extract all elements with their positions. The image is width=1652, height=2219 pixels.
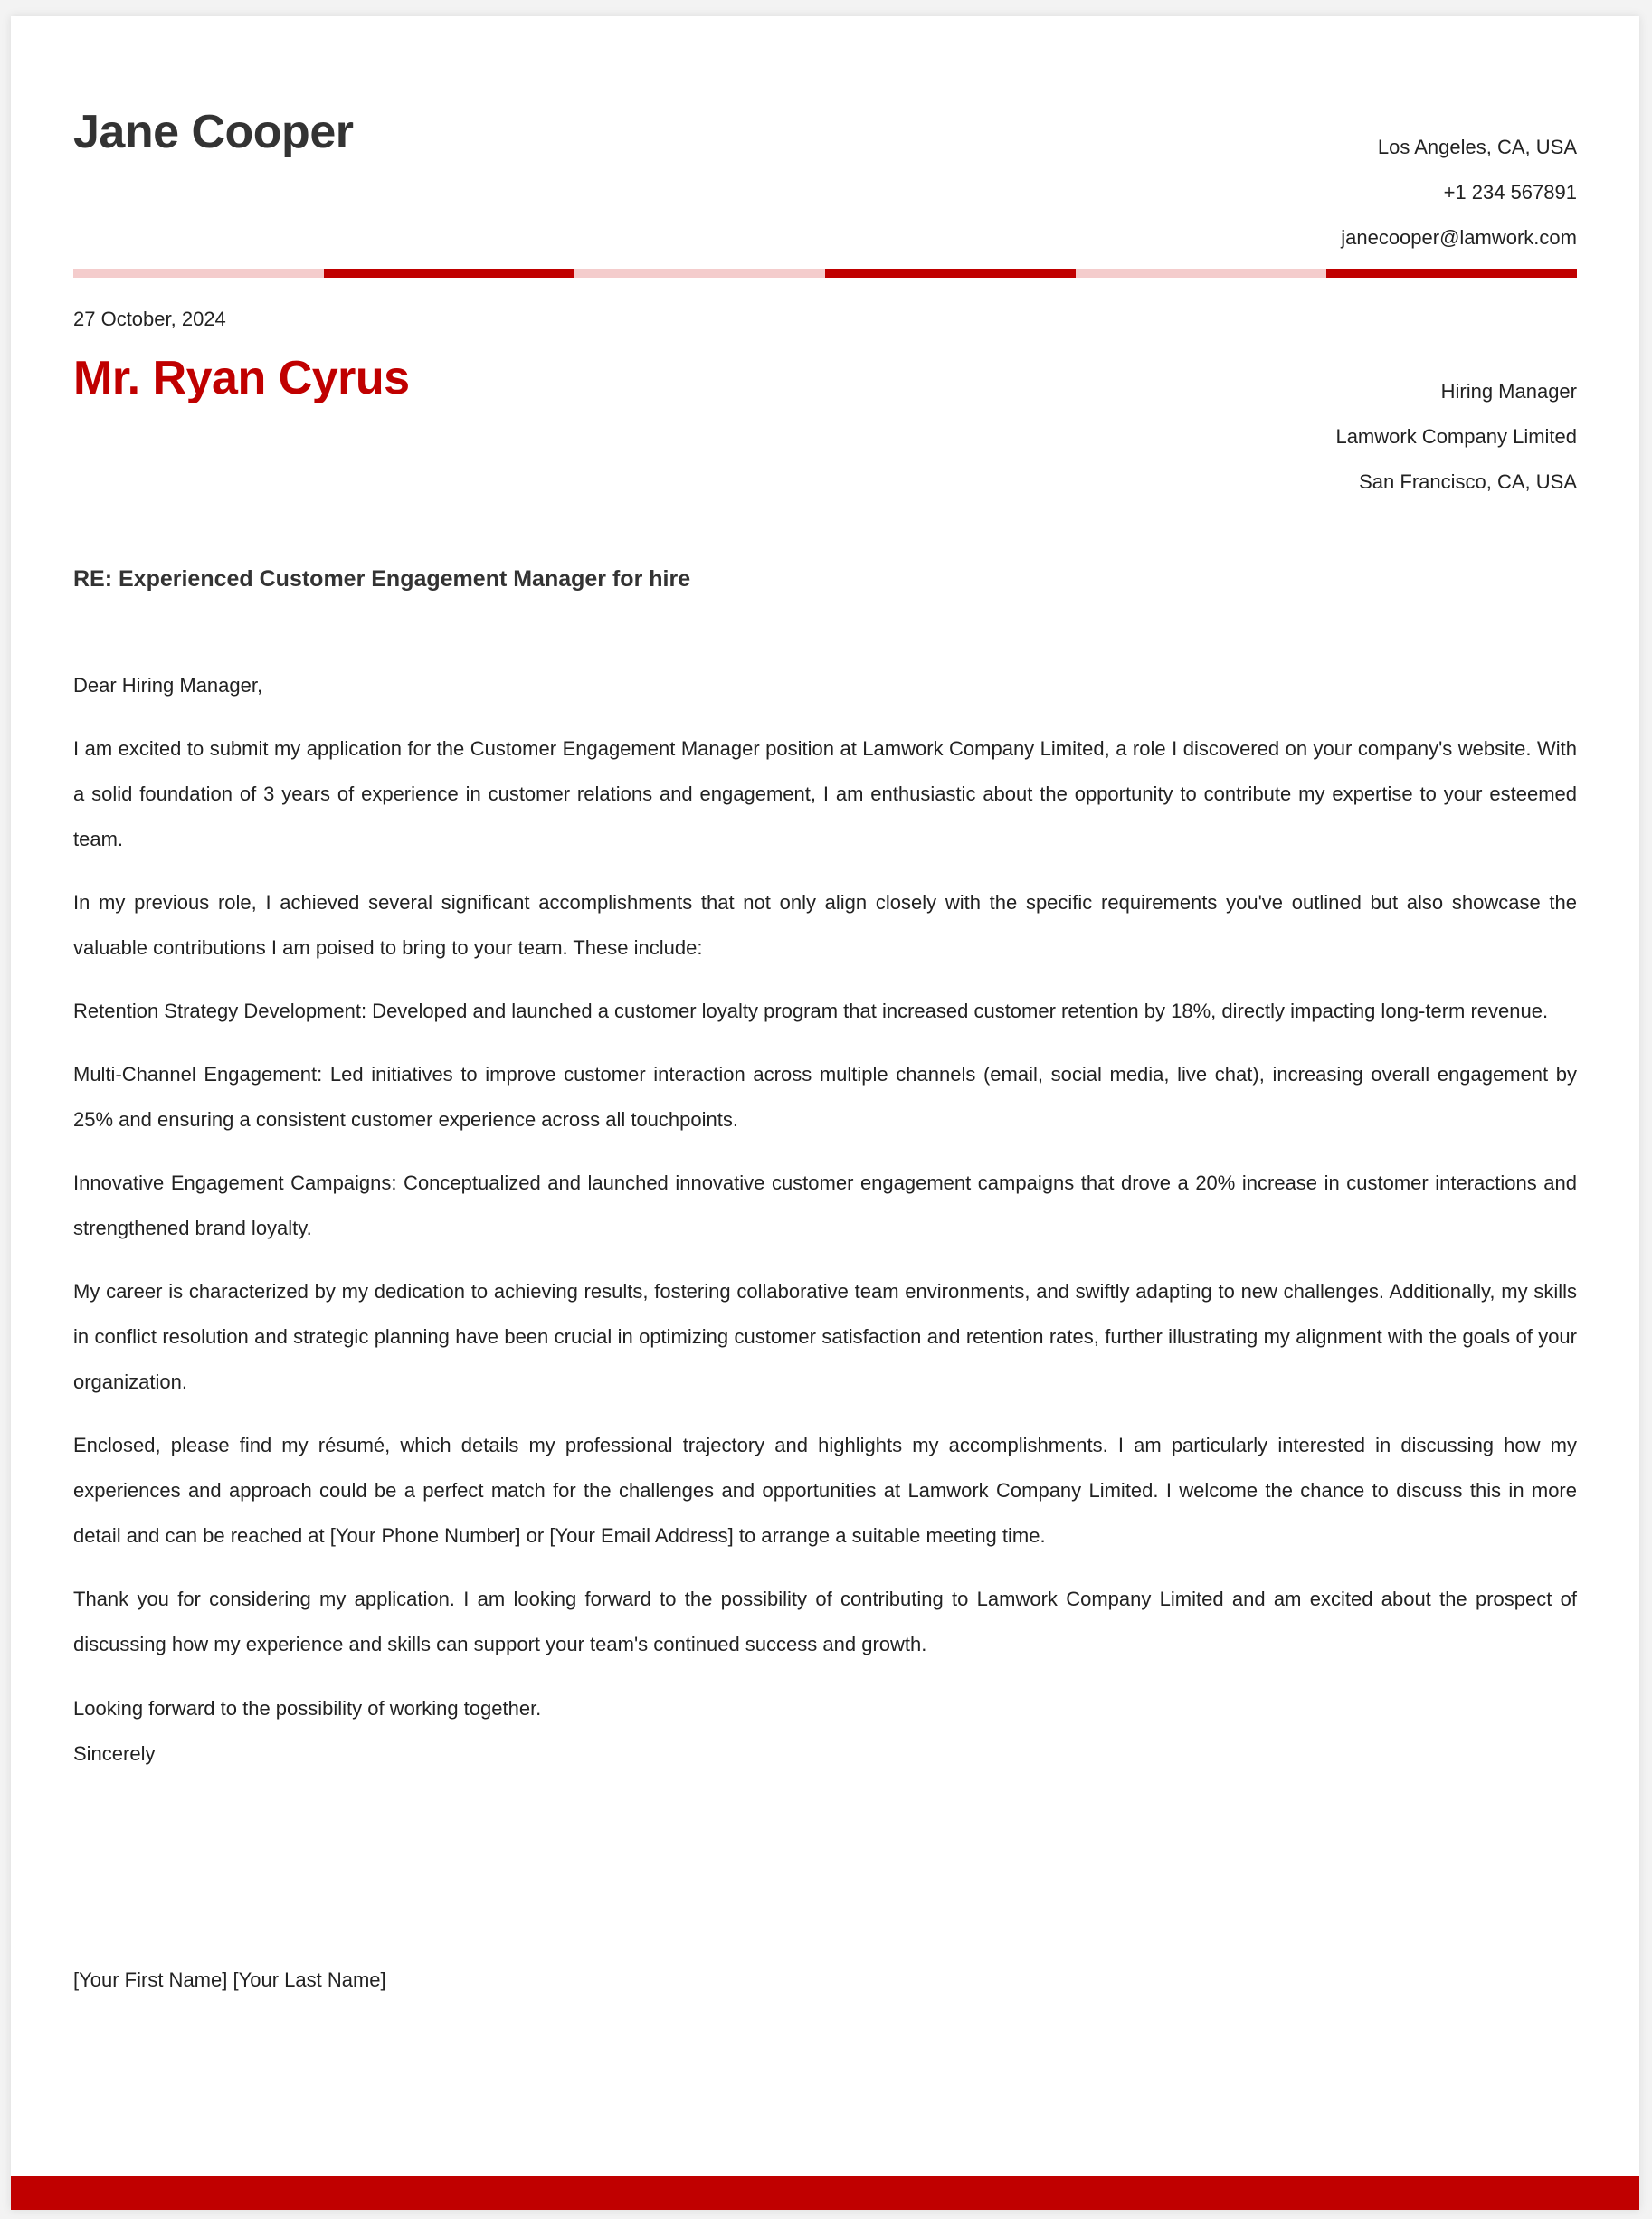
header-divider [73, 269, 1577, 278]
divider-segment [1076, 269, 1326, 278]
letter-date: 27 October, 2024 [73, 308, 226, 330]
footer-bar [11, 2176, 1639, 2210]
divider-segment [825, 269, 1076, 278]
body-paragraph: I am excited to submit my application for the Customer Engagement Manager position at Lamwork Company Limited, a role I discovered on your company's website. With a solid foundation of 3 years of experience in customer relations and engagement, I am enthusiastic about the opportunity to contribute my expertise to your esteemed team. [73, 737, 1577, 850]
sender-name: Jane Cooper [73, 106, 354, 158]
divider-segment [574, 269, 825, 278]
body-paragraph: In my previous role, I achieved several significant accomplishments that not only align closely with the specific requirements you've outlined but also showcase the valuable contributions I am poised to bring to your team. These include: [73, 891, 1577, 959]
body-paragraph: My career is characterized by my dedication to achieving results, fostering collaborative team environments, and swiftly adapting to new challenges. Additionally, my skills in conflict resolution and strategic planning have been crucial in optimizing customer satisfaction and retention rates, further illustrating my alignment with the goals of your organization. [73, 1280, 1577, 1393]
divider-segment [73, 269, 324, 278]
divider-segment [324, 269, 574, 278]
body-paragraph: Enclosed, please find my résumé, which details my professional trajectory and highlights my accomplishments. I am particularly interested in discussing how my experiences and approach could be a perfect match for the challenges and opportunities at Lamwork Company Limited. I welcome the chance to discuss this in more detail and can be reached at [Your Phone Number] or [Your Email Address] to arrange a suitable meeting time. [73, 1434, 1577, 1547]
sender-email: janecooper@lamwork.com [1341, 226, 1577, 249]
signature-name: [Your First Name] [Your Last Name] [73, 1968, 386, 1991]
sender-location: Los Angeles, CA, USA [1377, 136, 1577, 158]
letter-page [11, 16, 1639, 2210]
recipient-info [1335, 369, 1577, 505]
salutation: Dear Hiring Manager, [73, 674, 263, 697]
letter-body [73, 663, 1577, 1685]
body-paragraph: Retention Strategy Development: Developed and launched a customer loyalty program that increased customer retention by 18%, directly impacting long-term revenue. [73, 1000, 1549, 1022]
recipient-location: San Francisco, CA, USA [1359, 470, 1577, 493]
sender-phone: +1 234 567891 [1443, 181, 1577, 204]
body-paragraph: Innovative Engagement Campaigns: Conceptualized and launched innovative customer engagement campaigns that drove a 20% increase in customer interactions and strengthened brand loyalty. [73, 1171, 1577, 1239]
recipient-company: Lamwork Company Limited [1335, 425, 1577, 448]
recipient-name: Mr. Ryan Cyrus [73, 352, 410, 404]
letter-subject: RE: Experienced Customer Engagement Manager for hire [73, 566, 691, 592]
body-paragraph: Multi-Channel Engagement: Led initiatives to improve customer interaction across multiple channels (email, social media, live chat), increasing overall engagement by 25% and ensuring a consistent customer experience across all touchpoints. [73, 1063, 1577, 1131]
divider-segment [1326, 269, 1577, 278]
closing-line: Looking forward to the possibility of working together. [73, 1697, 542, 1720]
closing-signoff: Sincerely [73, 1742, 156, 1765]
recipient-title: Hiring Manager [1440, 380, 1577, 403]
letter-closing [73, 1686, 541, 1777]
body-paragraph: Thank you for considering my application. I am looking forward to the possibility of contributing to Lamwork Company Limited and am excited about the prospect of discussing how my experience and skills can support your team's continued success and growth. [73, 1588, 1577, 1655]
sender-contact [1341, 125, 1577, 261]
